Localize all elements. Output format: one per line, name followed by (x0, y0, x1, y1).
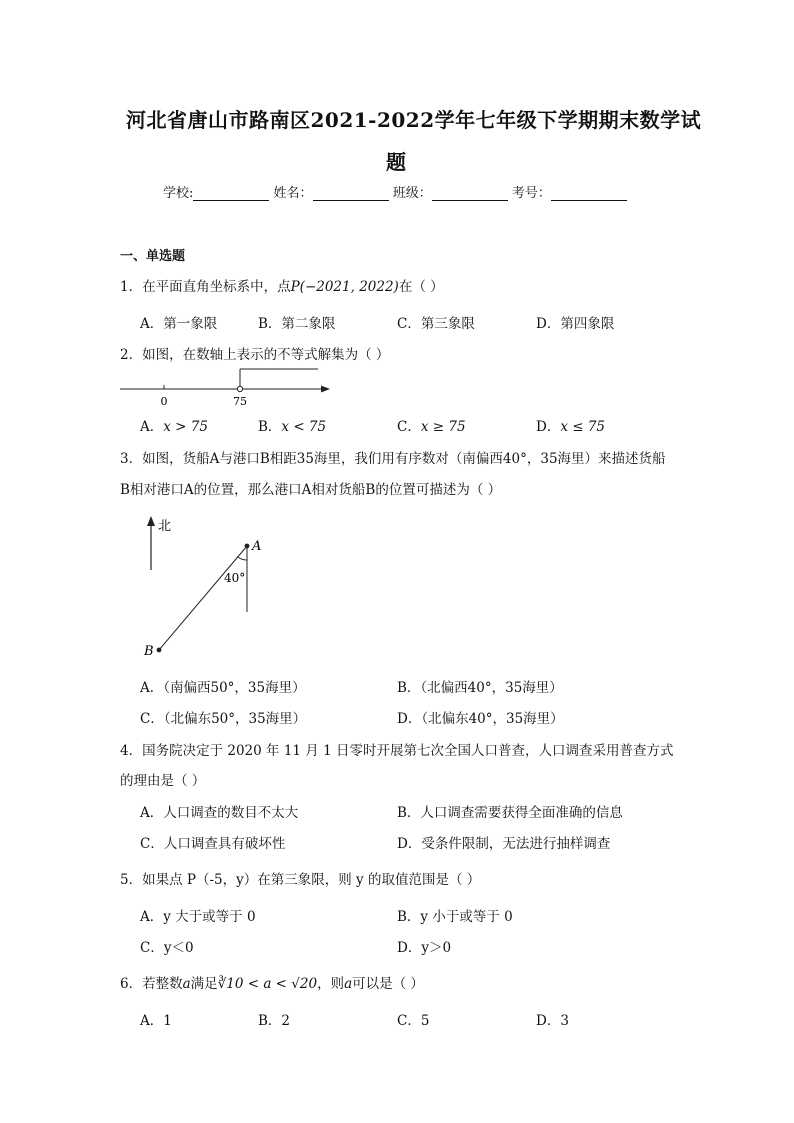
north-label: 北 (158, 519, 172, 534)
q1-option-a[interactable]: A．第一象限 (140, 316, 218, 332)
number-label: 考号： (511, 186, 551, 201)
q1-text-b: 在（ ） (398, 279, 444, 295)
label-a: A (252, 539, 262, 554)
q4-option-d[interactable]: D．受条件限制，无法进行抽样调查 (397, 836, 611, 852)
bearing-figure (140, 514, 270, 664)
question-4-line1: 4．国务院决定于 2020 年 11 月 1 日零时开展第七次全国人口普查，人口调查采用普查方式 (120, 743, 674, 759)
label-b: B (144, 644, 154, 659)
q1-option-d[interactable]: D．第四象限 (536, 316, 615, 332)
student-info-line (163, 182, 627, 201)
q5-option-b[interactable]: B．y 小于或等于 0 (397, 909, 513, 925)
number-line-arrow (321, 386, 330, 393)
segment-ab (159, 546, 247, 650)
school-label: 学校: (163, 186, 194, 201)
tick-label-0: 0 (160, 395, 168, 408)
question-2: 2．如图，在数轴上表示的不等式解集为（ ） (120, 347, 390, 363)
q4-option-c[interactable]: C．人口调查具有破坏性 (140, 836, 286, 852)
q2-option-b[interactable]: B．x < 75 (258, 419, 327, 435)
q1-point: P(−2021, 2022) (290, 279, 399, 295)
q4-option-b[interactable]: B．人口调查需要获得全面准确的信息 (397, 805, 623, 821)
q5-option-d[interactable]: D．y＞0 (397, 940, 452, 956)
q1-option-c[interactable]: C．第三象限 (397, 316, 475, 332)
question-3-line2: B相对港口A的位置，那么港口A相对货船B的位置可描述为（ ） (120, 482, 502, 498)
north-arrow-icon (147, 516, 155, 526)
q3-option-d[interactable]: D．（北偏东40°，35海里） (397, 711, 564, 727)
number-blank[interactable] (551, 186, 627, 201)
q2-option-a[interactable]: A．x > 75 (140, 419, 208, 435)
q3-option-b[interactable]: B．（北偏西40°，35海里） (397, 680, 563, 696)
class-blank[interactable] (432, 186, 508, 201)
point-b (157, 648, 162, 653)
q6-option-b[interactable]: B．2 (258, 1013, 291, 1029)
q6-option-c[interactable]: C．5 (397, 1013, 430, 1029)
q5-option-c[interactable]: C．y＜0 (140, 940, 194, 956)
number-line-figure (118, 365, 338, 410)
section-heading: 一、单选题 (120, 249, 186, 264)
question-3-line1: 3．如图，货船A与港口B相距35海里，我们用有序数对（南偏西40°，35海里）来描述货船 (120, 451, 666, 467)
q5-option-a[interactable]: A．y 大于或等于 0 (140, 909, 256, 925)
q3-option-c[interactable]: C．（北偏东50°，35海里） (140, 711, 307, 727)
q4-option-a[interactable]: A．人口调查的数目不太大 (140, 805, 299, 821)
q1-text-a: 1．在平面直角坐标系中，点 (120, 279, 291, 295)
q2-option-c[interactable]: C．x ≥ 75 (397, 419, 466, 435)
question-4-line2: 的理由是（ ） (120, 773, 206, 789)
q1-option-b[interactable]: B．第二象限 (258, 316, 336, 332)
q2-option-d[interactable]: D．x ≤ 75 (536, 419, 606, 435)
question-6: 6．若整数a满足∛10 < a < √20，则a可以是（ ） (120, 976, 424, 992)
tick-label-75: 75 (233, 395, 247, 408)
q6-inequality: ∛10 < a < √20 (217, 976, 318, 992)
open-circle-75 (237, 386, 242, 391)
question-1 (120, 275, 444, 295)
school-blank[interactable] (193, 186, 269, 201)
class-label: 班级： (392, 186, 432, 201)
q3-option-a[interactable]: A．（南偏西50°，35海里） (140, 680, 306, 696)
angle-arc (238, 557, 247, 560)
name-blank[interactable] (313, 186, 389, 201)
q6-option-d[interactable]: D．3 (536, 1013, 569, 1029)
q6-option-a[interactable]: A．1 (140, 1013, 172, 1029)
name-label: 姓名： (273, 186, 313, 201)
angle-label: 40° (224, 571, 246, 585)
point-a (245, 544, 250, 549)
page-title-continued: 题 (386, 150, 407, 174)
page-title: 河北省唐山市路南区2021-2022学年七年级下学期期末数学试 (126, 108, 702, 132)
question-5: 5．如果点 P（-5，y）在第三象限，则 y 的取值范围是（ ） (120, 872, 481, 888)
